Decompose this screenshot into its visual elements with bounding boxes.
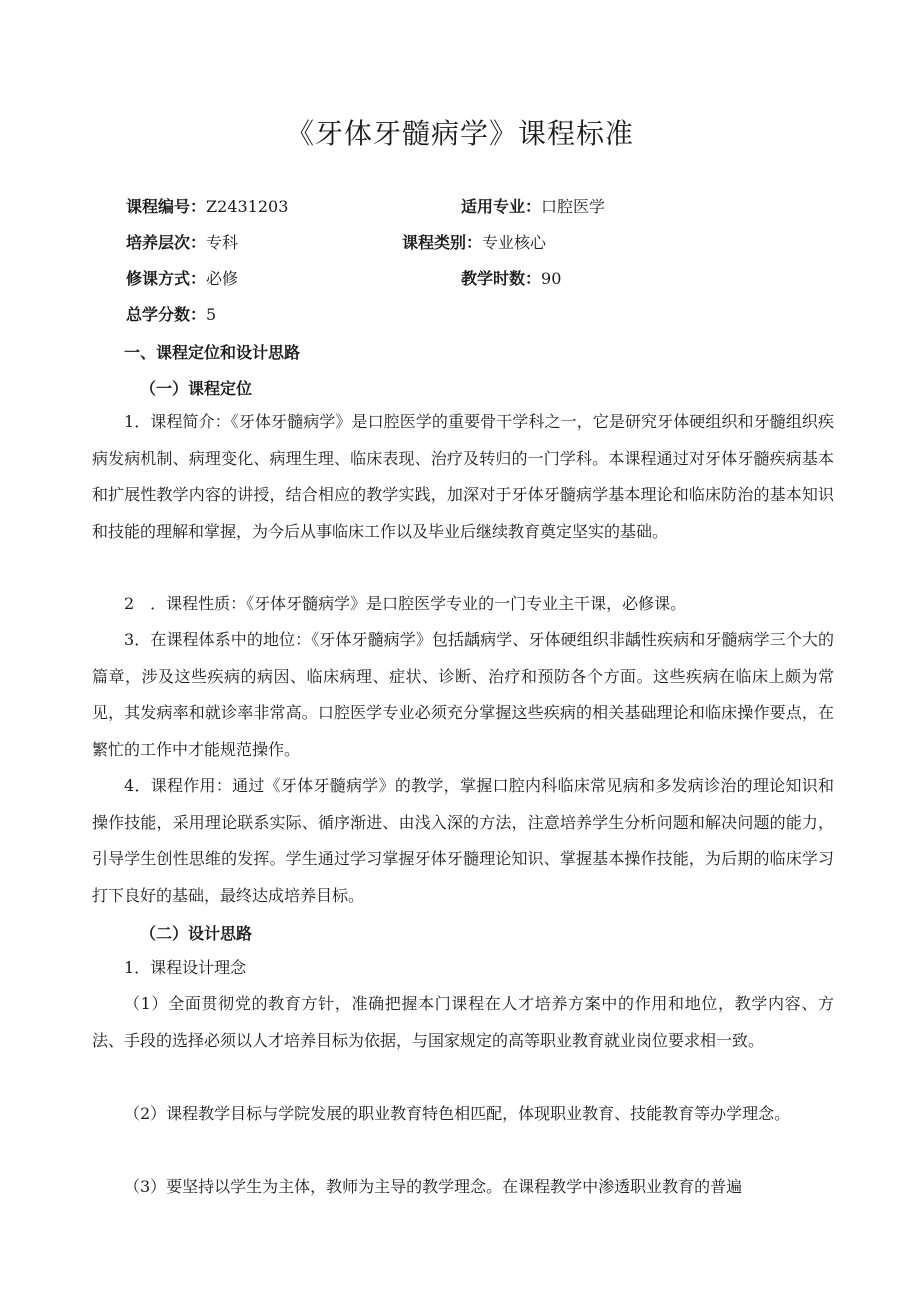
section-1-sub-1-heading: （一）课程定位 — [140, 379, 253, 398]
credits-value: 5 — [206, 305, 217, 324]
hours-value: 90 — [541, 269, 562, 288]
major-value: 口腔医学 — [541, 197, 606, 216]
section-1-sub-2-heading: （二）设计思路 — [140, 924, 253, 943]
level-value: 专科 — [206, 233, 239, 252]
paragraph-design-concept: 1．课程设计理念 — [124, 958, 247, 977]
paragraph-course-intro: 1．课程简介：《牙体牙髓病学》是口腔医学的重要骨干学科之一，它是研究牙体硬组织和牙髓组织疾病发病机制、病理变化、病理生理、临床表现、治疗及转归的一门学科。本课程通过对牙体牙髓疾病基本和扩展性教学内容的讲授，结合相应的教学实践，加深对于牙体牙髓病学基本理论和临床防治的基本知识和技能的理解和掌握，为今后从事临床工作以及毕业后继续教育奠定坚实的基础。 — [92, 412, 834, 541]
paragraph-course-position: 3．在课程体系中的地位：《牙体牙髓病学》包括龋病学、牙体硬组织非龋性疾病和牙髓病学三个大的篇章，涉及这些疾病的病因、临床病理、症状、诊断、治疗和预防各个方面。这些疾病在临床上颇为常见，其发病率和就诊率非常高。口腔医学专业必须充分掌握这些疾病的相关基础理论和临床操作要点，在繁忙的工作中才能规范操作。 — [92, 630, 834, 759]
teaching-hours — [461, 266, 561, 289]
mode-value: 必修 — [206, 269, 239, 288]
course-code-value: Z2431203 — [206, 197, 289, 216]
paragraph-design-item-3: （3）要坚持以学生为主体，教师为主导的教学理念。在课程教学中渗透职业教育的普遍 — [124, 1177, 743, 1196]
course-code-label: 课程编号： — [126, 197, 207, 216]
applicable-major — [461, 194, 605, 217]
category-value: 专业核心 — [482, 233, 547, 252]
paragraph-design-item-1: （1）全面贯彻党的教育方针，准确把握本门课程在人才培养方案中的作用和地位，教学内容、方法、手段的选择必须以人才培养目标为依据，与国家规定的高等职业教育就业岗位要求相一致。 — [92, 994, 834, 1050]
study-mode — [126, 266, 238, 289]
training-level — [126, 230, 238, 253]
page-title: 《牙体牙髓病学》课程标准 — [285, 117, 634, 150]
section-1-heading: 一、课程定位和设计思路 — [124, 343, 301, 362]
paragraph-course-function: 4．课程作用：通过《牙体牙髓病学》的教学，掌握口腔内科临床常见病和多发病诊治的理论知识和操作技能，采用理论联系实际、循序渐进、由浅入深的方法，注意培养学生分析问题和解决问题的能力，引导学生创性思维的发挥。学生通过学习掌握牙体牙髓理论知识、掌握基本操作技能，为后期的临床学习打下良好的基础，最终达成培养目标。 — [92, 776, 834, 905]
total-credits — [126, 302, 216, 325]
course-category — [402, 230, 546, 253]
course-code — [126, 194, 288, 217]
meta-row-4 — [0, 302, 920, 326]
category-label: 课程类别： — [402, 233, 483, 252]
hours-label: 教学时数： — [461, 269, 542, 288]
level-label: 培养层次： — [126, 233, 207, 252]
paragraph-design-item-2: （2）课程教学目标与学院发展的职业教育特色相匹配，体现职业教育、技能教育等办学理念。 — [124, 1104, 791, 1123]
mode-label: 修课方式： — [126, 269, 207, 288]
meta-row-1 — [0, 194, 920, 218]
paragraph-course-nature: 2 ．课程性质：《牙体牙髓病学》是口腔医学专业的一门专业主干课，必修课。 — [124, 594, 687, 613]
meta-row-3 — [0, 266, 920, 290]
credits-label: 总学分数： — [126, 305, 207, 324]
meta-row-2 — [0, 230, 920, 254]
major-label: 适用专业： — [461, 197, 542, 216]
